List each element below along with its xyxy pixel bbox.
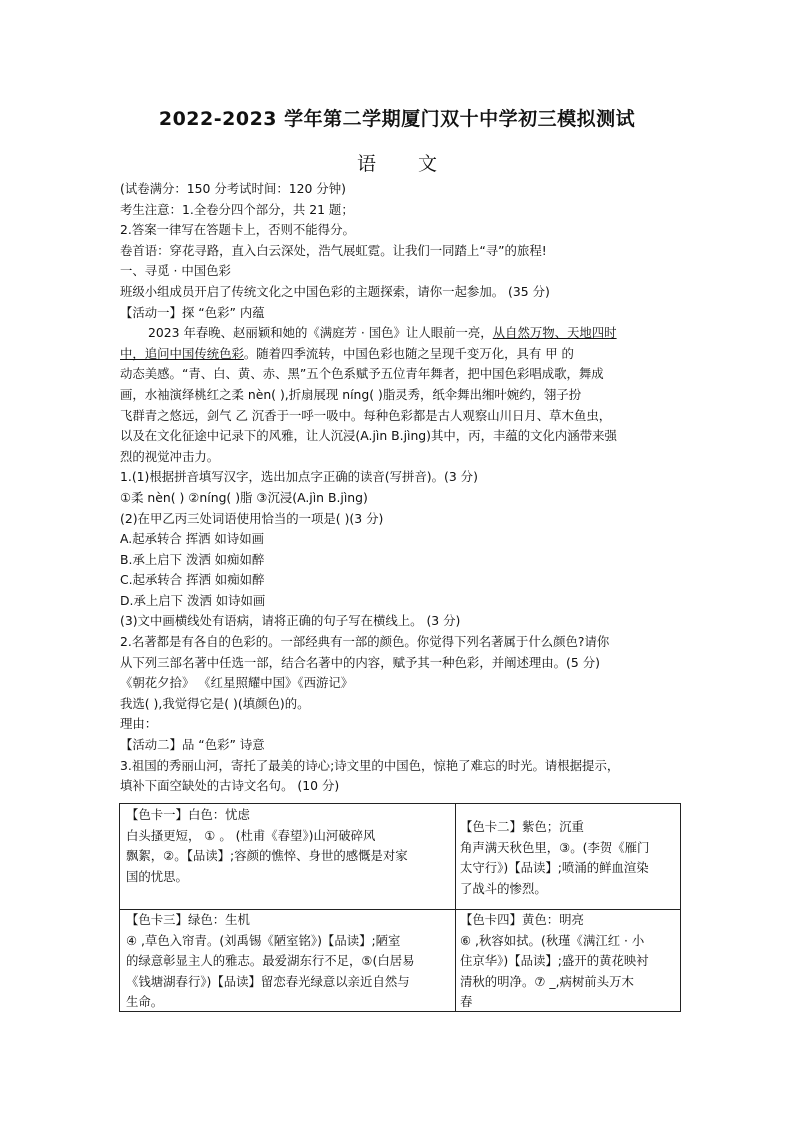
question-3: 3.祖国的秀丽山河，寄托了最美的诗心;诗文里的中国色，惊艳了难忘的时光。请根据提示，: [120, 757, 620, 773]
table-divider: [455, 804, 456, 1011]
book-list: 《朝花夕拾》 《红星照耀中国》《西游记》: [120, 675, 354, 691]
passage-line: 画，水袖演绎桃红之柔 nèn( ),折扇展现 níng( )脂灵秀，纸伞舞出缃叶婉约，翎子扮: [120, 386, 582, 402]
activity-1-heading: 【活动一】探 “色彩” 内蕴: [120, 304, 265, 320]
option-a: A.起承转合 挥洒 如诗如画: [120, 531, 264, 547]
question-1-2: (2)在甲乙丙三处词语使用恰当的一项是( )(3 分): [120, 510, 384, 526]
section-heading: 一、寻觅 · 中国色彩: [120, 263, 231, 279]
color-card-purple: 【色卡二】紫色；沉重 角声满天秋色里，③。(李贺《雁门 太守行》)【品读】;喷涌的鲜血渲染 了战斗的惨烈。: [460, 819, 650, 896]
option-d: D.承上启下 泼洒 如诗如画: [120, 592, 266, 608]
underlined-phrase: 从自然万物、天地四时: [492, 325, 617, 341]
option-b: B.承上启下 泼洒 如痴如醉: [120, 551, 265, 567]
notice-1: 考生注意：1.全卷分四个部分，共 21 题；: [120, 201, 354, 217]
preface: 卷首语：穿花寻路，直入白云深处，浩气展虹霓。让我们一同踏上“寻”的旅程!: [120, 242, 547, 258]
score-info: (试卷满分：150 分考试时间：120 分钟): [120, 181, 346, 196]
option-c: C.起承转合 挥洒 如痴如醉: [120, 572, 265, 588]
choice-line: 我选( ),我觉得它是( )(填颜色)的。: [120, 695, 310, 711]
reason-line: 理由：: [120, 716, 158, 732]
underlined-phrase: 中，追问中国传统色彩: [120, 345, 244, 361]
passage-line: 中，追问中国传统色彩。随着四季流转，中国色彩也随之呈现千变万化，具有 甲 的: [120, 345, 574, 361]
subject-title: 语 文: [356, 153, 456, 175]
color-card-green: 【色卡三】绿色：生机 ④ ,草色入帘青。(刘禹锡《陋室铭》)【品读】;陋室 的绿意彰显主人的雅志。最爱湖东行不足，⑤(白居易 《钱塘湖春行》)【品读】留恋春光绿意以亲近自然与 生命。: [126, 912, 415, 1009]
passage-line: 烈的视觉冲击力。: [120, 448, 220, 464]
color-card-table: [119, 803, 681, 1012]
activity-2-heading: 【活动二】品 “色彩” 诗意: [120, 737, 265, 753]
question-2-cont: 从下列三部名著中任选一部，结合名著中的内容，赋予其一种色彩，并阐述理由。(5 分): [120, 654, 600, 670]
question-2: 2.名著都是有各自的色彩的。一部经典有一部的颜色。你觉得下列名著属于什么颜色?请你: [120, 634, 610, 650]
color-card-white: 【色卡一】白色：忧虑 白头搔更短， ① 。 (杜甫《春望》)山河破碎风 飘絮，②。【品读】;容颜的憔悴、身世的感慨是对家 国的忧思。: [126, 807, 408, 884]
question-1-1-blanks: ①柔 nèn( ) ②níng( )脂 ③沉浸(A.jìn B.jìng): [120, 489, 368, 505]
question-1-3: (3)文中画横线处有语病，请将正确的句子写在横线上。 (3 分): [120, 613, 461, 629]
notice-2: 2.答案一律写在答题卡上，否则不能得分。: [120, 222, 355, 238]
question-1-1: 1.(1)根据拼音填写汉字，选出加点字正确的读音(写拼音)。(3 分): [120, 469, 478, 485]
color-card-yellow: 【色卡四】黄色：明亮 ⑥ ,秋容如拭。(秋瑾《满江红 · 小 住京华》)【品读】;盛开的黄花映衬 清秋的明净。⑦ _,病树前头万木 春: [460, 912, 649, 1009]
passage-line: 以及在文化征途中记录下的风雅，让人沉浸(A.jìn B.jìng)其中，丙，丰蕴的文化内涵带来强: [120, 428, 617, 444]
question-3-cont: 填补下面空缺处的古诗文名句。 (10 分): [120, 778, 340, 794]
passage-line: 2023 年春晚、赵丽颖和她的《满庭芳 · 国色》让人眼前一亮，从自然万物、天地四时: [148, 325, 617, 341]
passage-line: 飞群青之悠远，剑气 乙 沉香于一呼一吸中。每种色彩都是古人观察山川日月、草木鱼虫，: [120, 407, 612, 423]
passage-line: 动态美感。“青、白、黄、赤、黑”五个色系赋予五位青年舞者，把中国色彩唱成歌，舞成: [120, 366, 604, 382]
exam-title: 2022-2023 学年第二学期厦门双十中学初三模拟测试: [158, 108, 636, 130]
exam-body: [120, 179, 680, 797]
section-intro: 班级小组成员开启了传统文化之中国色彩的主题探索，请你一起参加。 (35 分): [120, 283, 550, 299]
